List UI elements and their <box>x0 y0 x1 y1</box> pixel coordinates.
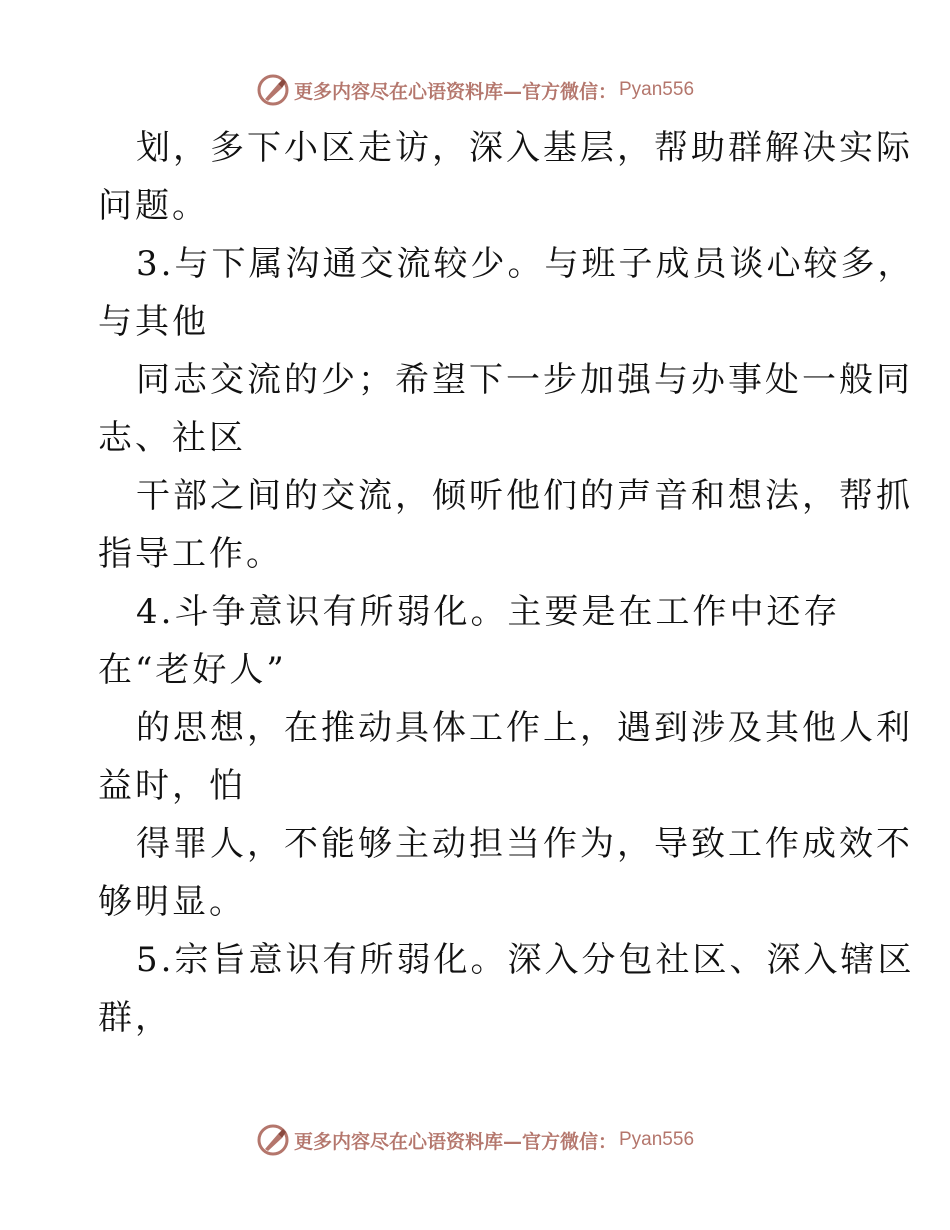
text-line: 问题。 <box>98 186 209 226</box>
text-line: 益时，怕 <box>98 766 246 806</box>
footer-account: Pyan556 <box>619 1129 695 1150</box>
text-line: 得罪人，不能够主动担当作为，导致工作成效不 <box>136 824 913 864</box>
text-line: 划，多下小区走访，深入基层，帮助群解决实际 <box>136 128 913 168</box>
footer-promo-text: 更多内容尽在心语资料库—官方微信： <box>293 1130 617 1153</box>
text-line: 干部之间的交流，倾听他们的声音和想法，帮抓 <box>136 476 913 516</box>
text-line: 群， <box>98 998 172 1038</box>
text-line: 指导工作。 <box>98 534 283 574</box>
text-line: 在“老好人” <box>98 650 287 690</box>
pen-nib-icon <box>256 73 290 107</box>
text-line: 4.斗争意识有所弱化。主要是在工作中还存 <box>136 592 841 632</box>
footer-banner <box>0 1120 950 1160</box>
text-line: 与其他 <box>98 302 209 342</box>
text-line: 够明显。 <box>98 882 246 922</box>
header-promo-text: 更多内容尽在心语资料库—官方微信： <box>293 80 617 103</box>
text-line: 的思想，在推动具体工作上，遇到涉及其他人利 <box>136 708 913 748</box>
header-account: Pyan556 <box>619 79 695 100</box>
text-line: 志、社区 <box>98 418 246 458</box>
text-line: 5.宗旨意识有所弱化。深入分包社区、深入辖区 <box>136 940 915 980</box>
header-banner <box>0 70 950 110</box>
text-line: 同志交流的少；希望下一步加强与办事处一般同 <box>136 360 913 400</box>
text-line: 3.与下属沟通交流较少。与班子成员谈心较多， <box>136 244 915 284</box>
pen-nib-icon <box>256 1123 290 1157</box>
